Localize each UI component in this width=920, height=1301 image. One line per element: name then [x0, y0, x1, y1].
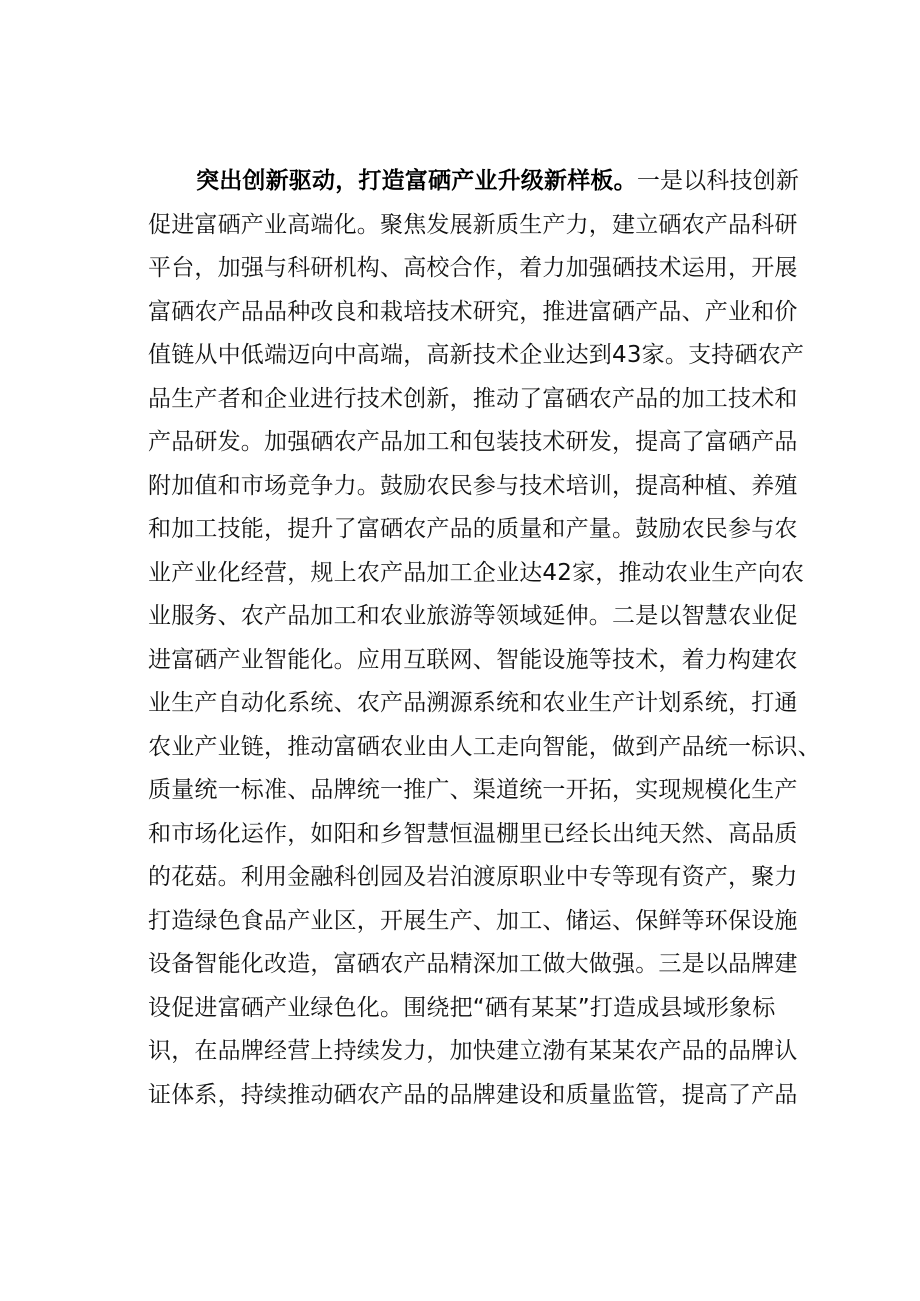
paragraph-line: 值链从中低端迈向中高端，高新技术企业达到43家。支持硒农产 — [148, 342, 805, 368]
paragraph-line: 业生产自动化系统、农产品溯源系统和农业生产计划系统，打通 — [148, 690, 798, 716]
paragraph-line: 设促进富硒产业绿色化。围绕把“硒有某某”打造成县域形象标 — [148, 994, 776, 1021]
paragraph-line: 证体系，持续推动硒农产品的品牌建设和质量监管，提高了产品 — [148, 1081, 798, 1108]
body-paragraph — [148, 160, 821, 1117]
paragraph-line: 平台，加强与科研机构、高校合作，着力加强硒技术运用，开展 — [148, 255, 798, 281]
paragraph-line: 农业产业链，推动富硒农业由人工走向智能，做到产品统一标识、 — [148, 733, 821, 760]
paragraph-line: 附加值和市场竞争力。鼓励农民参与技术培训，提高种植、养殖 — [148, 472, 798, 499]
paragraph-line: 产品研发。加强硒农产品加工和包装技术研发，提高了富硒产品 — [148, 429, 798, 455]
paragraph-line: 业产业化经营，规上农产品加工企业达42家，推动农业生产向农 — [148, 559, 805, 586]
paragraph-line: 的花菇。利用金融科创园及岩泊渡原职业中专等现有资产，聚力 — [148, 864, 798, 890]
paragraph-line: 进富硒产业智能化。应用互联网、智能设施等技术，着力构建农 — [148, 646, 798, 673]
paragraph-line: 打造绿色食品产业区，开展生产、加工、储运、保鲜等环保设施 — [148, 907, 798, 934]
lead-heading: 突出创新驱动，打造富硒产业升级新样板。 — [196, 168, 637, 194]
paragraph-line: 业服务、农产品加工和农业旅游等领域延伸。二是以智慧农业促 — [148, 603, 798, 629]
paragraph-line: 和市场化运作，如阳和乡智慧恒温棚里已经长出纯天然、高品质 — [148, 820, 798, 847]
paragraph-first-line — [148, 160, 808, 204]
paragraph-line: 识，在品牌经营上持续发力，加快建立渤有某某农产品的品牌认 — [148, 1038, 798, 1064]
first-line-rest: 一是以科技创新 — [636, 168, 800, 194]
paragraph-line: 富硒农产品品种改良和栽培技术研究，推进富硒产品、产业和价 — [148, 298, 798, 325]
paragraph-line: 和加工技能，提升了富硒农产品的质量和产量。鼓励农民参与农 — [148, 516, 798, 542]
paragraph-line: 质量统一标准、品牌统一推广、渠道统一开拓，实现规模化生产 — [148, 777, 798, 803]
paragraph-line: 促进富硒产业高端化。聚焦发展新质生产力，建立硒农产品科研 — [148, 211, 798, 238]
paragraph-line: 品生产者和企业进行技术创新，推动了富硒农产品的加工技术和 — [148, 385, 798, 412]
paragraph-line: 设备智能化改造，富硒农产品精深加工做大做强。三是以品牌建 — [148, 951, 798, 977]
